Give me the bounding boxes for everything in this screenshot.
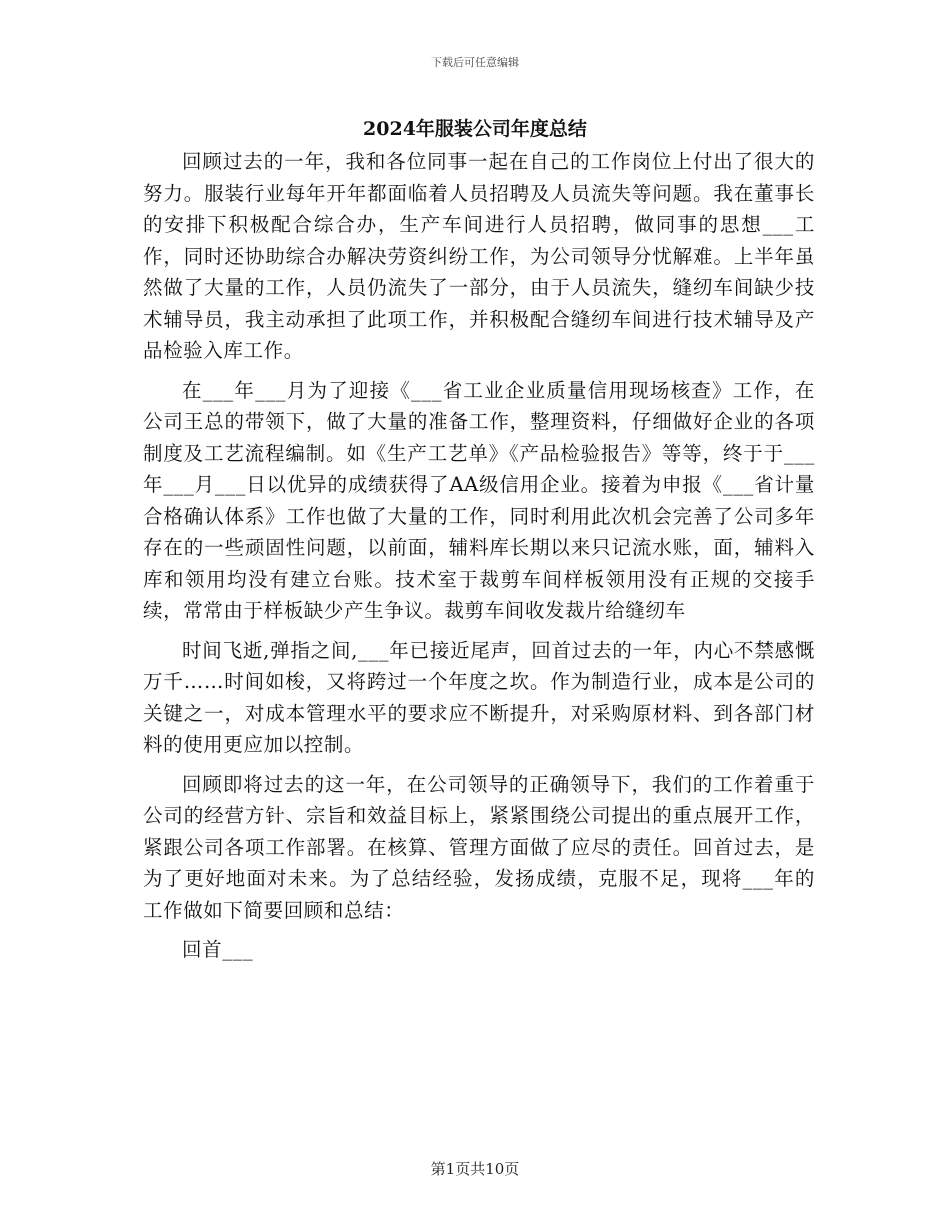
page-header-note: 下载后可任意编辑 [431, 56, 519, 69]
document-title: 2024年服装公司年度总结 [363, 118, 587, 140]
document-body [143, 146, 815, 970]
paragraph-1: 回顾过去的一年，我和各位同事一起在自己的工作岗位上付出了很大的努力。服装行业每年开年都面临着人员招聘及人员流失等问题。我在董事长的安排下积极配合综合办，生产车间进行人员招聘，做同事的思想___工作，同时还协助综合办解决劳资纠纷工作，为公司领导分忧解难。上半年虽然做了大量的工作，人员仍流失了一部分，由于人员流失，缝纫车间缺少技术辅导员，我主动承担了此项工作，并积极配合缝纫车间进行技术辅导及产品检验入库工作。 [143, 150, 815, 362]
paragraph-4: 回顾即将过去的这一年，在公司领导的正确领导下，我们的工作着重于公司的经营方针、宗旨和效益目标上，紧紧围绕公司提出的重点展开工作，紧跟公司各项工作部署。在核算、管理方面做了应尽的责任。回首过去，是为了更好地面对未来。为了总结经验，发扬成绩，克服不足，现将___年的工作做如下简要回顾和总结： [143, 772, 815, 922]
page-number: 第1页共10页 [430, 1160, 520, 1178]
paragraph-5: 回首___ [182, 938, 254, 961]
paragraph-3: 时间飞逝,弹指之间,___年已接近尾声，回首过去的一年，内心不禁感慨万千……时间如梭，又将跨过一个年度之坎。作为制造行业，成本是公司的关键之一，对成本管理水平的要求应不断提升，对采购原材料、到各部门材料的使用更应加以控制。 [143, 638, 815, 756]
paragraph-2: 在___年___月为了迎接《___省工业企业质量信用现场核查》工作，在公司王总的带领下，做了大量的准备工作，整理资料，仔细做好企业的各项制度及工艺流程编制。如《生产工艺单》《产品检验报告》等等，终于于___年___月___日以优异的成绩获得了AA级信用企业。接着为申报《___省计量合格确认体系》工作也做了大量的工作，同时利用此次机会完善了公司多年存在的一些顽固性问题，以前面，辅料库长期以来只记流水账，面，辅料入库和领用均没有建立台账。技术室于裁剪车间样板领用没有正规的交接手续，常常由于样板缺少产生争议。裁剪车间收发裁片给缝纫车 [143, 378, 815, 622]
